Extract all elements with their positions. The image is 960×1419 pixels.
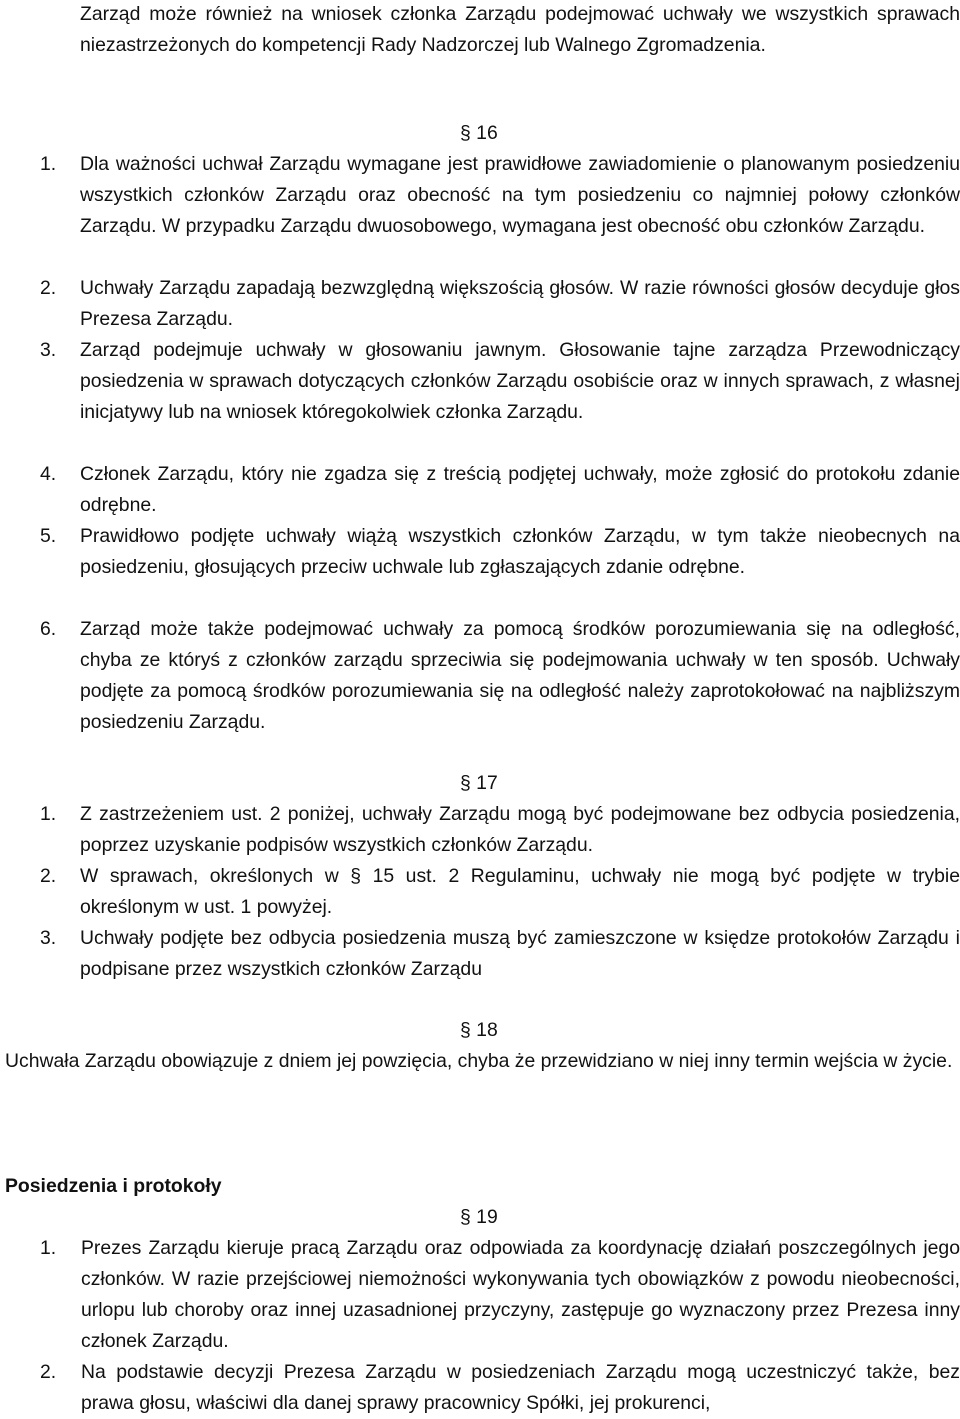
sec17-item-2 [5, 861, 960, 923]
item-number: 1. [40, 803, 57, 825]
item-number: 3. [40, 339, 57, 361]
item-text: Prawidłowo podjęte uchwały wiążą wszystkich członków Zarządu, w tym także nieobecnych na posiedzeniu, głosujących przeciw uchwale lub zgłaszających zdanie odrębne. [80, 525, 960, 578]
sec16-item-1 [5, 149, 960, 242]
sec17-item-1 [5, 799, 960, 861]
item-text: Dla ważności uchwał Zarządu wymagane jest prawidłowe zawiadomienie o planowanym posiedzeniu wszystkich członków Zarządu oraz obecność na tym posiedzeniu co najmniej połowy członków Zarządu. W przypadku Zarządu dwuosobowego, wymagana jest obecność obu członków Zarządu. [80, 153, 960, 237]
section-18-title: § 18 [460, 1019, 498, 1041]
sec19-item-2 [5, 1357, 960, 1419]
sec16-item-4 [5, 459, 960, 521]
sec19-item-1 [5, 1233, 960, 1357]
intro-paragraph: Zarząd może również na wniosek członka Zarządu podejmować uchwały we wszystkich sprawach niezastrzeżonych do kompetencji Rady Nadzorczej lub Walnego Zgromadzenia. [80, 3, 960, 56]
item-number: 4. [40, 463, 57, 485]
section-16-title: § 16 [460, 122, 498, 144]
item-number: 3. [40, 927, 57, 949]
item-text: W sprawach, określonych w § 15 ust. 2 Regulaminu, uchwały nie mogą być podjęte w trybie określonym w ust. 1 powyżej. [80, 865, 960, 918]
item-text: Zarząd może także podejmować uchwały za pomocą środków porozumiewania się na odległość, chyba ze któryś z członków zarządu sprzeciwia się podejmowania uchwały w ten sposób. Uchwały podjęte za pomocą środków porozumiewania się na odległość należy zaprotokołować na najbliższym posiedzeniu Zarządu. [80, 618, 960, 733]
sec17-item-3 [5, 923, 960, 985]
item-text: Na podstawie decyzji Prezesa Zarządu w posiedzeniach Zarządu mogą uczestniczyć także, bez prawa głosu, właściwi dla danej sprawy pracownicy Spółki, jej prokurenci, [81, 1361, 960, 1414]
item-number: 2. [40, 1361, 57, 1383]
item-text: Z zastrzeżeniem ust. 2 poniżej, uchwały Zarządu mogą być podejmowane bez odbycia posiedzenia, poprzez uzyskanie podpisów wszystkich członków Zarządu. [80, 803, 960, 856]
item-text: Członek Zarządu, który nie zgadza się z treścią podjętej uchwały, może zgłosić do protokołu zdanie odrębne. [80, 463, 960, 516]
item-number: 1. [40, 153, 57, 175]
item-number: 1. [40, 1237, 57, 1259]
item-text: Prezes Zarządu kieruje pracą Zarządu oraz odpowiada za koordynację działań poszczególnych jego członków. W razie przejściowej niemożności wykonywania tych obowiązków z powodu nieobecności, urlopu lub choroby oraz innej uzasadnionej przyczyny, zastępuje go wyznaczony przez Prezesa inny członek Zarządu. [81, 1237, 960, 1352]
section-19-title: § 19 [460, 1206, 498, 1228]
section-18-text: Uchwała Zarządu obowiązuje z dniem jej powzięcia, chyba że przewidziano w niej inny termin wejścia w życie. [5, 1050, 953, 1072]
item-number: 5. [40, 525, 57, 547]
sec16-item-2 [5, 273, 960, 335]
sec16-item-5 [5, 521, 960, 583]
item-number: 2. [40, 865, 57, 887]
item-text: Uchwały Zarządu zapadają bezwzględną większością głosów. W razie równości głosów decyduje głos Prezesa Zarządu. [80, 277, 960, 330]
sec16-item-6 [5, 614, 960, 738]
item-number: 6. [40, 618, 57, 640]
section-17-title: § 17 [460, 772, 498, 794]
sec16-item-3 [5, 335, 960, 428]
item-text: Zarząd podejmuje uchwały w głosowaniu jawnym. Głosowanie tajne zarządza Przewodniczący posiedzenia w sprawach dotyczących członków Zarządu osobiście oraz w innych sprawach, z własnej inicjatywy lub na wniosek któregokolwiek członka Zarządu. [80, 339, 960, 423]
item-number: 2. [40, 277, 57, 299]
section-heading: Posiedzenia i protokoły [5, 1175, 222, 1197]
item-text: Uchwały podjęte bez odbycia posiedzenia muszą być zamieszczone w księdze protokołów Zarządu i podpisane przez wszystkich członków Zarządu [80, 927, 960, 980]
